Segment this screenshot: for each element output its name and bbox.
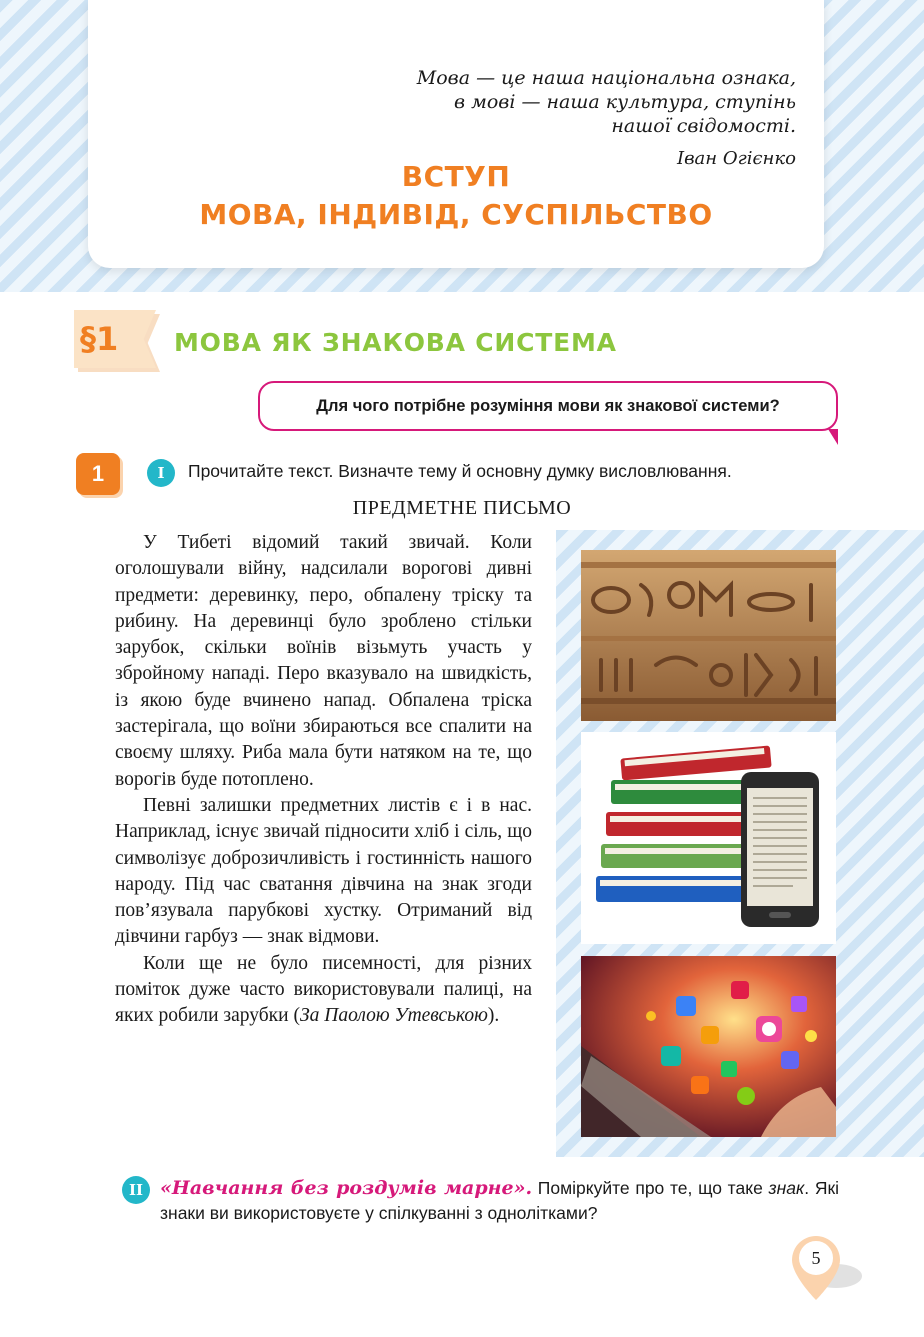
question-box-tab: [828, 429, 838, 445]
tablet-app-icons-image: [581, 956, 836, 1137]
key-question-box: [258, 381, 838, 431]
epigraph-author: Іван Огієнко: [676, 148, 796, 169]
epigraph-line: в мові — наша культура, ступінь: [454, 91, 796, 113]
page-number-marker: [786, 1230, 866, 1310]
task2-text-part: Поміркуйте про те, що таке: [532, 1178, 769, 1198]
intro-card: [88, 0, 824, 268]
task-number-badge: 1: [76, 453, 120, 495]
section-title: МОВА ЯК ЗНАКОВА СИСТЕМА: [174, 328, 617, 357]
level-two-icon: II: [122, 1176, 150, 1204]
level-one-icon: I: [147, 459, 175, 487]
task2-text: [160, 1176, 839, 1226]
text-source: За Паолою Утевською: [299, 1005, 488, 1027]
paragraph-text: Певні залишки предметних листів є і в нас. Наприклад, існує звичай підносити хліб і сіль, що символізує доброзичливість і гостинність нашого народу. Під час сватання дівчина на знак згоди пов’язувала парубкові хустку. Отриманий від дівчини гарбуз — знак відмови.: [115, 794, 532, 948]
section-header: [74, 310, 674, 370]
paragraph: [115, 793, 532, 951]
intro-title-line-1: ВСТУП: [401, 160, 511, 193]
paragraph: У Тибеті відомий такий звичай. Коли оголошували війну, надсилали ворогові дивні предмети: деревинку, перо, обпалену тріску та рибину. На деревинці було зроблено стільки зарубок, скільки воїнів візьмуть участь у збройному нападі. Перо вказувало на швидкість, із якою буде вчинено напад. Обпалена тріска застерігала, що воїни збираються все спалити на своєму шляху. Риба мала бути натяком на те, що ворогів буде потоплено.: [115, 532, 532, 790]
task2-text-part: . Які знаки ви використовуєте у спілкуванні з однолітками?: [160, 1178, 840, 1223]
epigraph-line: Мова — це наша національна ознака,: [416, 67, 796, 89]
epigraph-quote: [276, 66, 796, 138]
paragraph-end: ).: [487, 1005, 500, 1027]
task-instruction: Прочитайте текст. Визначте тему й основну думку висловлювання.: [188, 461, 732, 481]
paragraph-text: Коли ще не було писемності, для різних поміток дуже часто використовували палиці, на яких робили зарубки (: [115, 952, 532, 1027]
page-number: 5: [796, 1238, 836, 1278]
text-title: ПРЕДМЕТНЕ ПИСЬМО: [352, 497, 572, 519]
intro-title-line-2: МОВА, ІНДИВІД, СУСПІЛЬСТВО: [199, 198, 713, 231]
motto: «Навчання без роздумів марне».: [160, 1177, 533, 1199]
illustration-panel: [556, 530, 924, 1157]
key-question-text: Для чого потрібне розуміння мови як знакової системи?: [316, 396, 780, 415]
reading-text: [115, 530, 532, 1030]
task2-keyword: знак: [768, 1178, 805, 1198]
epigraph-line: нашої свідомості.: [611, 115, 796, 137]
intro-banner: [0, 0, 924, 292]
paragraph: [115, 951, 532, 1030]
books-and-phone-image: [581, 732, 836, 944]
section-number: §1: [80, 320, 119, 358]
hieroglyphs-image: [581, 550, 836, 721]
intro-title: [88, 158, 824, 234]
